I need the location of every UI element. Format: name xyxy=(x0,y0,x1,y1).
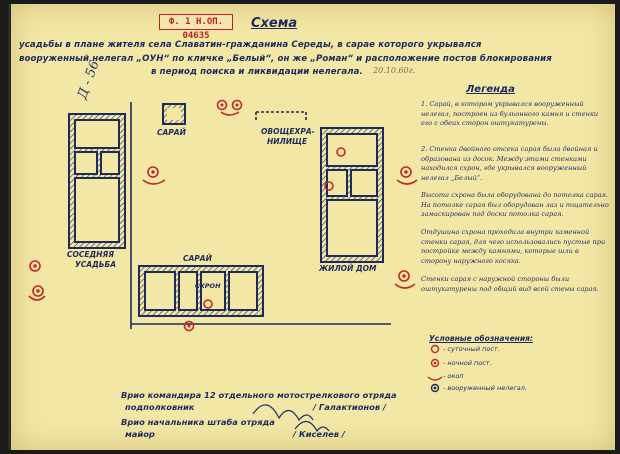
side-note: Д - 56 xyxy=(75,58,103,102)
label-veg-store-1: ОВОЩЕХРА- xyxy=(261,127,315,136)
label-neighbor-2: УСАДЬБА xyxy=(75,260,117,269)
signature-2-name: / Киселев / xyxy=(293,429,345,439)
label-veg-store-2: НИЛИЩЕ xyxy=(267,137,308,146)
legend-paragraph-5: Стенки сарая с наружной стороны были оштукатурены под общий вид всей стены сарая. xyxy=(421,275,599,293)
neighbor-house xyxy=(69,114,125,248)
label-barn-small: САРАЙ xyxy=(157,128,186,137)
main-barn xyxy=(139,266,263,316)
signature-2-line1: Врио начальника штаба отряда xyxy=(121,417,275,427)
residence-building xyxy=(321,128,383,262)
signature-1-name: / Галактионов / xyxy=(313,402,387,412)
signature-1-line1: Врио командира 12 отдельного мотострелкового отряда xyxy=(121,390,397,400)
key-item-night-post: - ночной пост. xyxy=(443,359,492,367)
label-barn-main: САРАЙ xyxy=(183,254,212,263)
label-residence: ЖИЛОЙ ДОМ xyxy=(319,264,377,273)
page-title: Схема xyxy=(251,16,298,31)
legend-paragraph-1: 1. Сарай, в котором укрывался вооруженный нелегал, построен из бульонного камня и стенки его с обеих сторон оштукатурены. xyxy=(421,100,599,128)
small-barn-inner xyxy=(167,108,181,120)
legend-markers xyxy=(428,346,442,392)
key-item-day-post: - суточный пост. xyxy=(443,345,500,353)
label-neighbor-1: СОСЕДНЯЯ xyxy=(67,250,115,259)
subtitle-line-2: вооруженный нелегал „ОУН“ по кличке „Белый“, он же „Роман“ и расположение постов блокирования xyxy=(19,54,552,64)
legend-heading: Легенда xyxy=(466,84,515,95)
date-note: 20.10.60г. xyxy=(373,66,416,75)
signature-2-rank: майор xyxy=(125,429,155,439)
signature-1-rank: подполковник xyxy=(125,402,195,412)
subtitle-line-1: усадьбы в плане жителя села Славатин-гражданина Середы, в сарае которого укрывался xyxy=(19,40,482,50)
key-item-trench: - окоп xyxy=(443,372,464,380)
archive-stamp: Ф. 1 Н.ОП. 04635 xyxy=(159,14,233,30)
legend-paragraph-2: 2. Стенка двойного отсека сарая была двойная и образована из досок. Между этими стенками находился схрон, где укрывался вооруженный нелегал „Белый“. xyxy=(421,145,598,182)
subtitle-line-3: в период поиска и ликвидации нелегала. xyxy=(151,67,363,77)
legend-paragraph-3: Высота схрона была оборудована до потолка сарая. На потолке сарая был оборудован лаз и тщательно замаскирован под доски потолка сарая. xyxy=(421,191,609,219)
document-sheet xyxy=(8,4,615,450)
key-heading: Условные обозначения: xyxy=(429,334,533,343)
label-hideout: СХРОН xyxy=(195,282,221,290)
key-item-armed-illegal: - вооруженный нелегал. xyxy=(443,384,527,392)
legend-paragraph-4: Отдушина схрона проходила внутри каменной стенки сарая, для чего использовались пустые при постройке между камнями, которые шли в сторону наружного косяка. xyxy=(421,228,606,265)
